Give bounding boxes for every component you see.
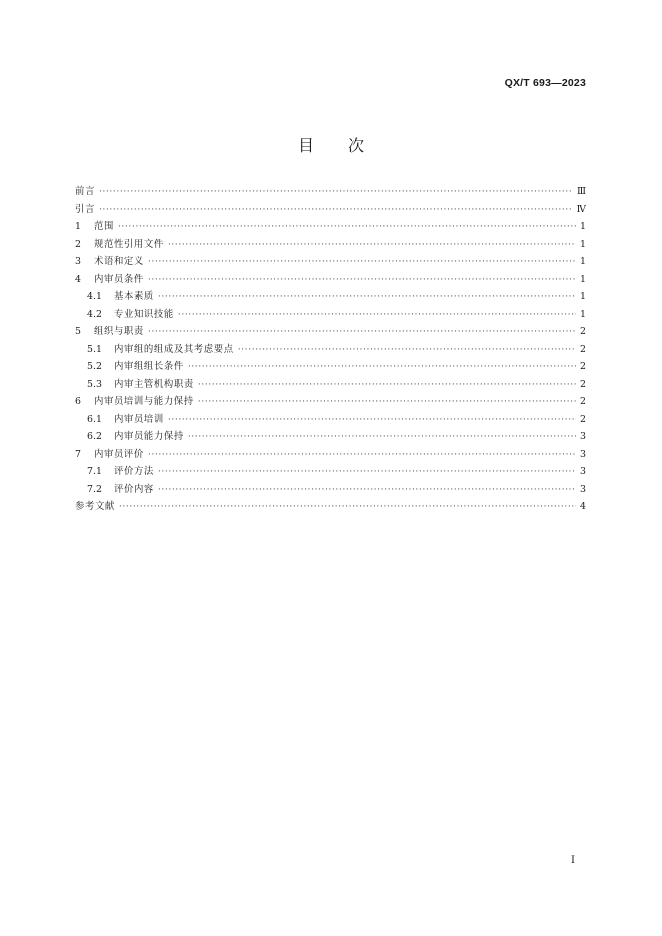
toc-entry-page: Ⅲ bbox=[576, 186, 586, 197]
toc-entry-number: 5.3 bbox=[87, 378, 102, 390]
toc-entry-label: 内审组的组成及其考虑要点 bbox=[114, 343, 234, 355]
toc-leader-dots bbox=[168, 236, 576, 254]
toc-entry[interactable] bbox=[75, 323, 586, 341]
toc-entry-page: 1 bbox=[580, 273, 586, 285]
toc-entry-label: 专业知识技能 bbox=[114, 308, 174, 320]
toc-entry-page: Ⅳ bbox=[576, 203, 586, 215]
toc-entry-label: 内审员培训与能力保持 bbox=[94, 396, 194, 407]
toc-leader-dots bbox=[198, 376, 576, 394]
toc-entry-page: 1 bbox=[580, 256, 586, 267]
toc-entry-page: 3 bbox=[580, 431, 586, 442]
toc-entry-label: 内审组组长条件 bbox=[114, 361, 184, 372]
toc-entry-page: 2 bbox=[580, 378, 586, 390]
toc-entry-number: 1 bbox=[75, 221, 81, 232]
toc-entry[interactable] bbox=[75, 428, 586, 446]
toc-leader-dots bbox=[238, 341, 576, 359]
toc-leader-dots bbox=[158, 463, 576, 481]
toc-entry[interactable] bbox=[75, 236, 586, 254]
toc-entry[interactable] bbox=[75, 306, 586, 324]
toc-entry-page: 1 bbox=[580, 291, 586, 302]
toc-leader-dots bbox=[168, 411, 576, 429]
toc-entry[interactable] bbox=[75, 201, 586, 219]
toc-entry[interactable] bbox=[75, 393, 586, 411]
toc-leader-dots bbox=[148, 271, 576, 289]
toc-entry-label: 内审员条件 bbox=[94, 273, 144, 285]
toc-entry-label: 评价内容 bbox=[114, 483, 154, 495]
toc-entry[interactable] bbox=[75, 358, 586, 376]
toc-leader-dots bbox=[118, 218, 576, 236]
toc-leader-dots bbox=[158, 288, 576, 306]
page-title: 目次 bbox=[297, 136, 398, 155]
toc-entry-page: 2 bbox=[580, 326, 586, 337]
toc-entry[interactable] bbox=[75, 183, 586, 201]
toc-entry-number: 3 bbox=[75, 256, 81, 267]
toc-entry[interactable] bbox=[75, 218, 586, 236]
table-of-contents bbox=[75, 183, 586, 516]
toc-entry-label: 内审员培训 bbox=[114, 413, 164, 425]
toc-entry-label: 引言 bbox=[75, 203, 95, 215]
toc-entry[interactable] bbox=[75, 341, 586, 359]
toc-entry-number: 5.2 bbox=[87, 361, 102, 372]
toc-entry-label: 范围 bbox=[94, 221, 114, 232]
toc-entry-number: 5 bbox=[75, 326, 81, 337]
toc-entry-label: 基本素质 bbox=[114, 291, 154, 302]
toc-entry-page: 2 bbox=[580, 396, 586, 407]
toc-entry-number: 4 bbox=[75, 273, 81, 285]
toc-entry-number: 4.2 bbox=[87, 308, 102, 320]
toc-entry-number: 7 bbox=[75, 448, 81, 460]
toc-leader-dots bbox=[148, 253, 576, 271]
toc-entry-number: 7.2 bbox=[87, 483, 102, 495]
toc-entry-page: 3 bbox=[580, 483, 586, 495]
toc-entry-label: 组织与职责 bbox=[94, 326, 144, 337]
toc-entry[interactable] bbox=[75, 253, 586, 271]
standard-code: QX/T 693—2023 bbox=[504, 77, 586, 89]
toc-entry[interactable] bbox=[75, 411, 586, 429]
toc-entry-page: 2 bbox=[580, 361, 586, 372]
toc-entry-page: 3 bbox=[580, 448, 586, 460]
toc-entry-label: 内审员能力保持 bbox=[114, 431, 184, 442]
toc-leader-dots bbox=[148, 446, 576, 464]
toc-entry-page: 2 bbox=[580, 413, 586, 425]
toc-entry-page: 1 bbox=[580, 238, 586, 250]
toc-entry-number: 2 bbox=[75, 238, 81, 250]
toc-entry[interactable] bbox=[75, 288, 586, 306]
toc-entry[interactable] bbox=[75, 376, 586, 394]
toc-leader-dots bbox=[119, 498, 576, 516]
toc-entry-number: 6 bbox=[75, 396, 81, 407]
toc-leader-dots bbox=[188, 358, 576, 376]
toc-entry-number: 6.1 bbox=[87, 413, 102, 425]
toc-entry-label: 前言 bbox=[75, 186, 95, 197]
toc-entry-number: 6.2 bbox=[87, 431, 102, 442]
toc-entry-page: 4 bbox=[580, 501, 586, 512]
toc-leader-dots bbox=[158, 481, 576, 499]
toc-entry[interactable] bbox=[75, 271, 586, 289]
toc-entry-number: 5.1 bbox=[87, 343, 102, 355]
toc-entry-label: 评价方法 bbox=[114, 466, 154, 477]
toc-leader-dots bbox=[99, 201, 573, 219]
toc-entry-page: 3 bbox=[580, 466, 586, 477]
toc-entry[interactable] bbox=[75, 498, 586, 516]
toc-leader-dots bbox=[198, 393, 576, 411]
toc-entry-page: 1 bbox=[580, 308, 586, 320]
toc-entry-label: 内审主管机构职责 bbox=[114, 378, 194, 390]
toc-entry[interactable] bbox=[75, 446, 586, 464]
page-number: Ⅰ bbox=[571, 855, 575, 866]
toc-leader-dots bbox=[99, 183, 573, 201]
toc-entry-label: 内审员评价 bbox=[94, 448, 144, 460]
toc-entry-number: 7.1 bbox=[87, 466, 102, 477]
toc-entry-label: 参考文献 bbox=[75, 501, 115, 512]
toc-entry[interactable] bbox=[75, 463, 586, 481]
toc-leader-dots bbox=[188, 428, 576, 446]
toc-entry-number: 4.1 bbox=[87, 291, 102, 302]
toc-entry-page: 2 bbox=[580, 343, 586, 355]
toc-entry-label: 规范性引用文件 bbox=[94, 238, 164, 250]
toc-entry-label: 术语和定义 bbox=[94, 256, 144, 267]
toc-entry[interactable] bbox=[75, 481, 586, 499]
toc-entry-page: 1 bbox=[580, 221, 586, 232]
toc-leader-dots bbox=[148, 323, 576, 341]
toc-leader-dots bbox=[178, 306, 576, 324]
